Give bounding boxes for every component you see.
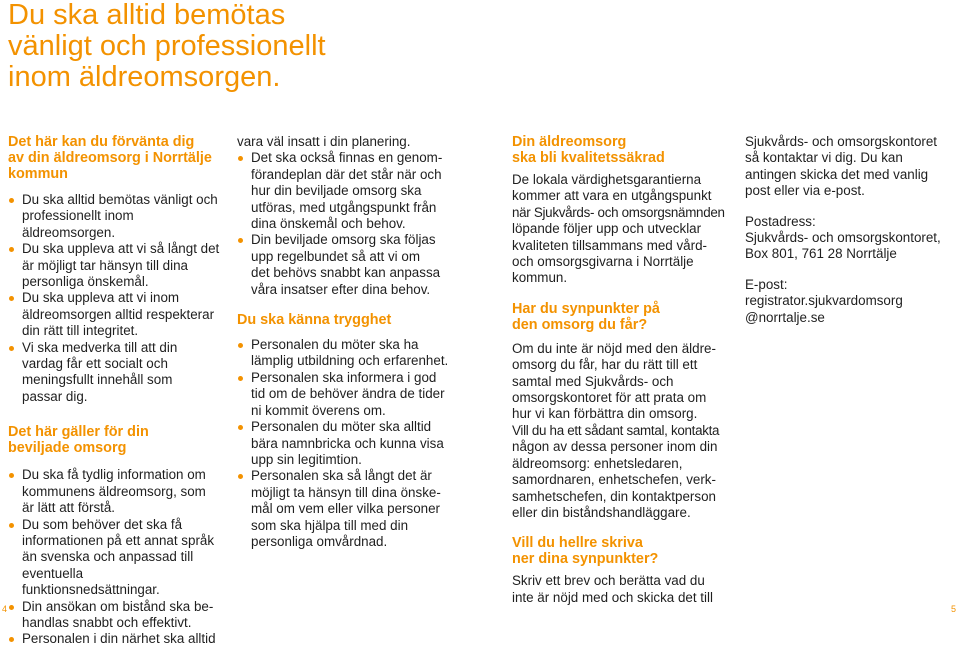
column-1 xyxy=(8,134,223,648)
page-number-left: 4 xyxy=(2,604,8,614)
bullet-item: Du ska uppleva att vi inom äldreomsorgen alltid respekterar din rätt till integritet. xyxy=(8,290,223,339)
paragraph-quality: De lokala värdighetsgarantierna kommer att vara en utgångspunkt när Sjukvårds- och omsorgsnämnden löpande följer upp och utvecklar kvaliteten tillsammans med vård- och omsorgsgivarna i Norrtälje kommun. xyxy=(512,172,725,286)
paragraph-complaints: Om du inte är nöjd med den äldre- omsorg du får, har du rätt till ett samtal med Sjukvårds- och omsorgskontoret för att prata om hur vi kan förbättra din omsorg. Vill du ha ett sådant samtal, kontakta någon av dessa personer inom din äldreomsorg: enhetsledaren, samordnaren, enhetschefen, verk- samhetschefen, din kontaktperson eller din biståndshandläggare. xyxy=(512,340,720,520)
bullet-item: Det ska också finnas en genom- förandeplan där det står när och hur din beviljade omsorg ska utföras, med utgångspunkt från dina önskemål och behov. xyxy=(237,150,457,232)
section-heading-write: Vill du hellre skriva ner dina synpunkter? xyxy=(512,535,659,568)
section-heading-complaints: Har du synpunkter på den omsorg du får? xyxy=(512,300,660,333)
continued-text: vara väl insatt i din planering. xyxy=(237,134,411,149)
bullet-item: Du som behöver det ska få informationen på ett annat språk än svenska och anpassad till eventuella funktionsnedsättningar. xyxy=(8,517,223,599)
bullet-item: Du ska uppleva att vi så långt det är möjligt tar hänsyn till dina personliga önskemål. xyxy=(8,241,223,290)
postal-address: Postadress: Sjukvårds- och omsorgskontoret, Box 801, 761 28 Norrtälje xyxy=(745,213,941,262)
section-heading-expectations: Det här kan du förvänta dig av din äldreomsorg i Norrtälje kommun xyxy=(8,134,212,182)
paragraph-write: Skriv ett brev och berätta vad du inte är nöjd med och skicka det till xyxy=(512,573,713,605)
bullet-item: Personalen i din närhet ska alltid xyxy=(8,631,223,647)
column-4 xyxy=(745,134,957,326)
bullet-list-expectations xyxy=(8,192,223,405)
bullet-item: Du ska alltid bemötas vänligt och professionellt inom äldreomsorgen. xyxy=(8,192,223,241)
email-address: E-post: registrator.sjukvardomsorg @norrtalje.se xyxy=(745,276,903,325)
bullet-list-planning xyxy=(237,150,457,298)
section-heading-quality: Din äldreomsorg ska bli kvalitetssäkrad xyxy=(512,134,665,166)
title-line: inom äldreomsorgen. xyxy=(8,61,281,93)
bullet-item: Personalen ska informera i god tid om de behöver ändra de tider ni kommit överens om. xyxy=(237,370,457,419)
bullet-item: Du ska få tydlig information om kommunens äldreomsorg, som är lätt att förstå. xyxy=(8,467,223,516)
bullet-list-granted-care xyxy=(8,467,223,647)
bullet-item: Personalen du möter ska alltid bära namnbricka och kunna visa upp sin legitimtion. xyxy=(237,419,457,468)
section-heading-granted-care: Det här gäller för din beviljade omsorg xyxy=(8,424,149,457)
column-3 xyxy=(512,134,732,606)
bullet-item: Vi ska medverka till att din vardag får ett socialt och meningsfullt innehåll som passar dig. xyxy=(8,340,223,406)
bullet-item: Din beviljade omsorg ska följas upp regelbundet så att vi om det behövs snabbt kan anpassa våra insatser efter dina behov. xyxy=(237,232,457,298)
bullet-item: Personalen ska så långt det är möjligt ta hänsyn till dina önske- mål om vem eller vilka personer som ska hjälpa till med din personliga omvårdnad. xyxy=(237,468,457,550)
page-number-right: 5 xyxy=(951,604,957,614)
bullet-list-safety xyxy=(237,337,457,550)
column-2 xyxy=(237,134,457,550)
title-line: vänligt och professionellt xyxy=(8,30,326,62)
section-heading-safety: Du ska känna trygghet xyxy=(237,312,392,329)
title-line: Du ska alltid bemötas xyxy=(8,0,286,31)
page-title xyxy=(8,0,326,93)
paragraph-contact: Sjukvårds- och omsorgskontoret så kontaktar vi dig. Du kan antingen skicka det med vanlig post eller via e-post. xyxy=(745,134,938,199)
bullet-item: Din ansökan om bistånd ska be- handlas snabbt och effektivt. xyxy=(8,599,223,632)
bullet-item: Personalen du möter ska ha lämplig utbildning och erfarenhet. xyxy=(237,337,457,370)
